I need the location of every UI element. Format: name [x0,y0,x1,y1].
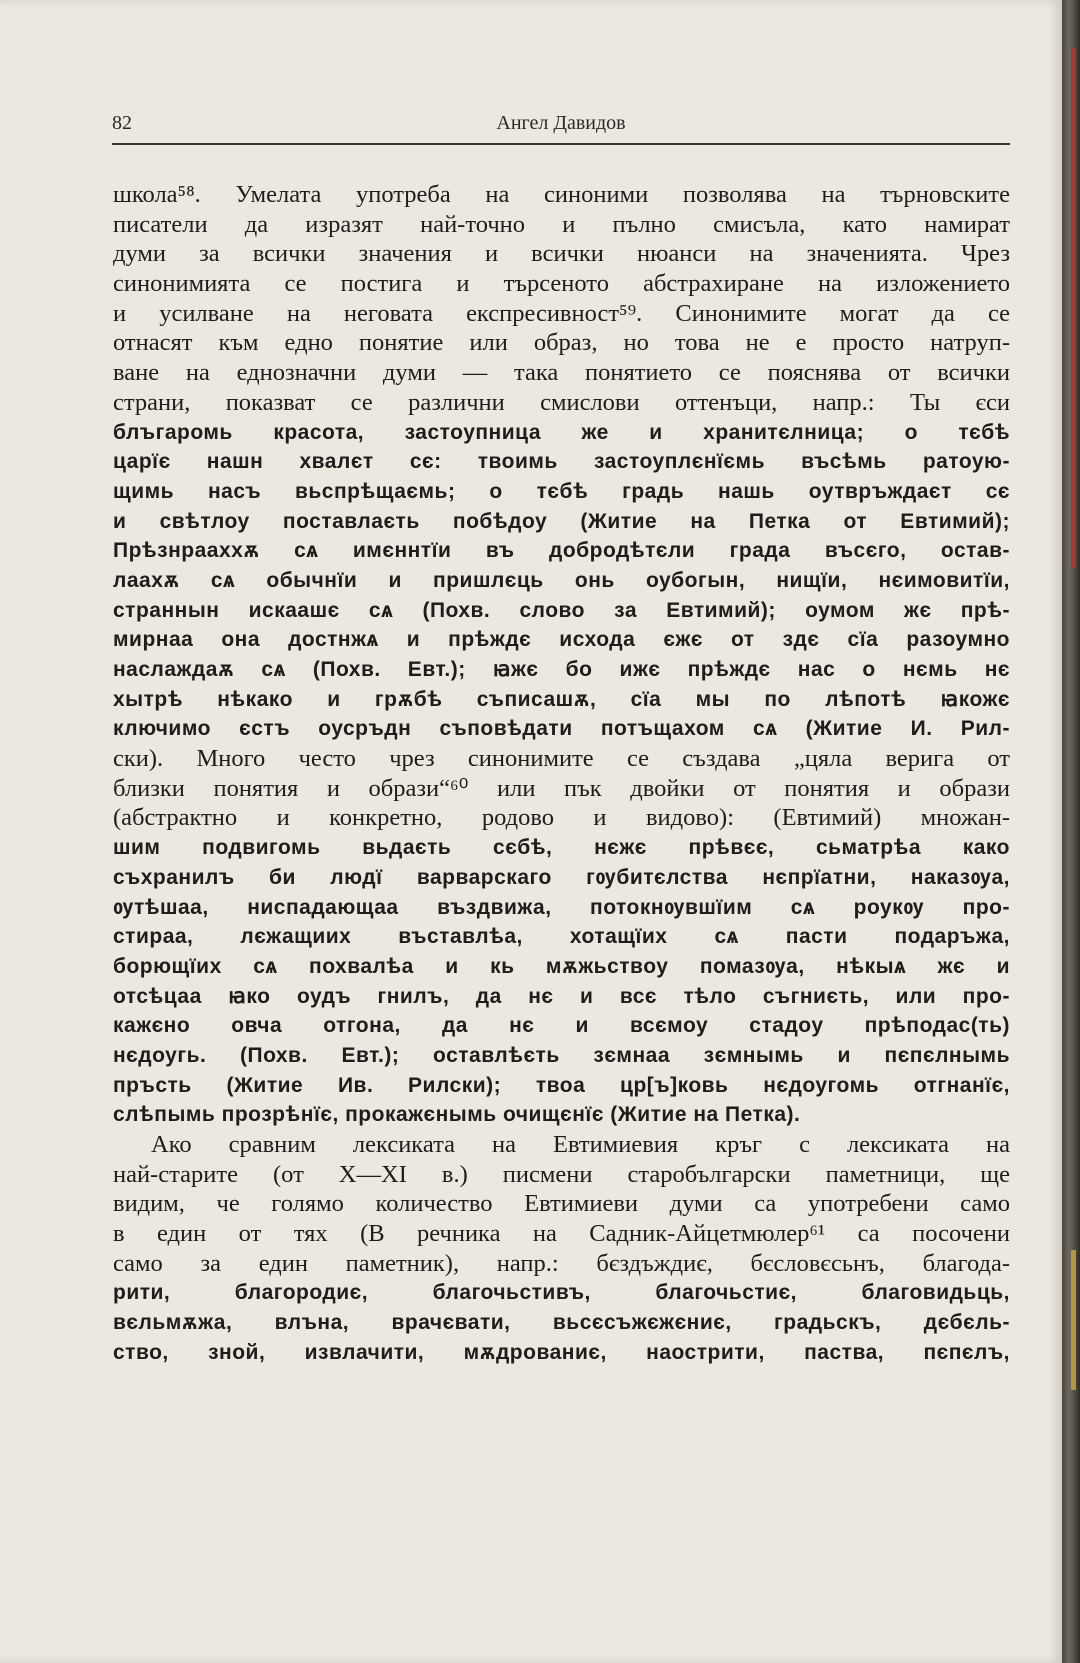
church-slavonic-line: ство, зной, извлачити, мѫдрованиє, наострити, паства, пєпєлъ, [113,1340,1010,1364]
text-line: ване на еднозначни думи — така понятието се пояснява от всички [113,359,1010,387]
church-slavonic-line: ключимо єстъ оусръдн съповѣдати потъщахом сѧ (Житие И. Рил- [113,717,1010,741]
church-slavonic-line: царїє нашн хвалєт сє: твоимь застоуплєнїємь въсѣмь ратоую- [113,450,1010,474]
edge-mark-yellow [1071,1250,1076,1390]
running-title: Ангел Давидов [496,112,626,134]
page-edge [1062,0,1080,1663]
edge-mark-red [1071,48,1076,568]
text-line: синонимията се постига и търсеното абстрахиране на изложението [113,270,1010,298]
church-slavonic-line: мирнаа она достнжѧ и прѣждє исхода єжє от здє сїа разоумно [113,628,1010,652]
text-line: отнасят към едно понятие или образ, но това не е просто натруп- [113,329,1010,357]
church-slavonic-line: вєльмѫжа, влъна, врачєвати, вьсєсъжєжєниє, градьскъ, дєбєль- [113,1311,1010,1335]
body-text [113,180,1010,1368]
church-slavonic-line: нєдоугь. (Похв. Евт.); оставлѣєть зємнаа зємнымь и пєпєлнымь [113,1043,1010,1067]
church-slavonic-line: наслаждаѫ сѧ (Похв. Евт.); ꙗжє бо ижє прѣждє нас о нємь нє [113,658,1010,681]
church-slavonic-line: слѣпымь прозрѣнїє, прокажєнымь очищєнїє (Житие на Петка). [113,1103,801,1127]
text-line: думи за всички значения и всички нюанси на значенията. Чрез [113,240,1010,268]
church-slavonic-line: стираа, лєжащиих въставлѣа, хотащїих сѧ пасти подаръжа, [113,925,1010,949]
church-slavonic-line: кажєно овча отгона, да нє и всємоу стадоу прѣподас(ть) [113,1014,1010,1038]
church-slavonic-line: отсѣцаа ꙗко оудъ гнилъ, да нє и всє тѣло съгниєть, или про- [113,984,1010,1008]
church-slavonic-line: ѹтѣшаа, ниспадающаа въздвижа, потокнѹвшїим сѧ роукѹ про- [113,895,1010,919]
church-slavonic-line: рити, благородиє, благочьстивъ, благочьстиє, благовидьць, [113,1281,1010,1305]
text-line: писатели да изразят най-точно и пълно смисъла, като намират [113,210,1010,238]
text-line: Ако сравним лексиката на Евтимиевия кръг с лексиката на [151,1131,1010,1158]
text-line: само за един паметник), напр.: бєздъждиє, бєсловєсьнъ, благода- [113,1249,1010,1277]
church-slavonic-line: пръсть (Житие Ив. Рилски); твоа цр[ъ]ковь нєдоугомь отгнанїє, [113,1073,1010,1097]
text-line: ски). Много често чрез синонимите се създава „цяла верига от [113,745,1010,773]
text-line: страни, показват се различни смислови оттенъци, напр.: Ты єси [113,388,1010,416]
church-slavonic-line: борющїих сѧ похвалѣа и кь мѫжьствоу помазѹа, нѣкыѧ жє и [113,954,1010,978]
church-slavonic-line: Прѣзнрааххѫ сѧ имєннтїи въ добродѣтєли града въсєго, остав- [113,539,1010,563]
text-line: близки понятия и образи“⁶⁰ или пък двойки от понятия и образи [113,774,1010,802]
church-slavonic-line: хытрѣ нѣкако и грѫбѣ съписашѫ, сїа мы по лѣпотѣ ꙗкожє [113,687,1010,711]
page-number: 82 [112,112,132,134]
church-slavonic-line: страннын искаашє сѧ (Похв. слово за Евтимий); оумом жє прѣ- [113,598,1010,622]
church-slavonic-line: съхранилъ би людї варварскаго гѹбитєлства нєпрїатни, наказѹа, [113,865,1010,889]
text-line: (абстрактно и конкретно, родово и видово): (Евтимий) множан- [113,804,1010,832]
header-rule [112,143,1010,145]
text-line: най-старите (от X—XI в.) писмени старобългарски паметници, ще [113,1160,1010,1188]
running-head [112,112,1010,142]
church-slavonic-line: блъгаромь красота, застоупница же и хранитєлница; о тєбѣ [113,420,1010,444]
church-slavonic-line: лаахѫ сѧ обычнїи и пришлєць онь оубогын, нищїи, нєимовитїи, [113,568,1010,592]
text-line: видим, че голямо количество Евтимиеви думи са употребени само [113,1190,1010,1218]
church-slavonic-line: щимь насъ вьспрѣщаємь; о тєбѣ градь нашь оутвръждаєт сє [113,479,1010,503]
text-line: школа⁵⁸. Умелата употреба на синоними позволява на търновските [113,181,1010,208]
text-line: и усилване на неговата експресивност⁵⁹. Синонимите могат да се [113,299,1010,327]
church-slavonic-line: шим подвигомь вьдаєть сєбѣ, нєжє прѣвєє, сьматрѣа како [113,836,1010,860]
church-slavonic-line: и свѣтлоу поставлаєть побѣдоу (Житие на Петка от Евтимий); [113,509,1010,533]
text-line: в един от тях (В речника на Садник-Айцетмюлер⁶¹ са посочени [113,1220,1010,1248]
